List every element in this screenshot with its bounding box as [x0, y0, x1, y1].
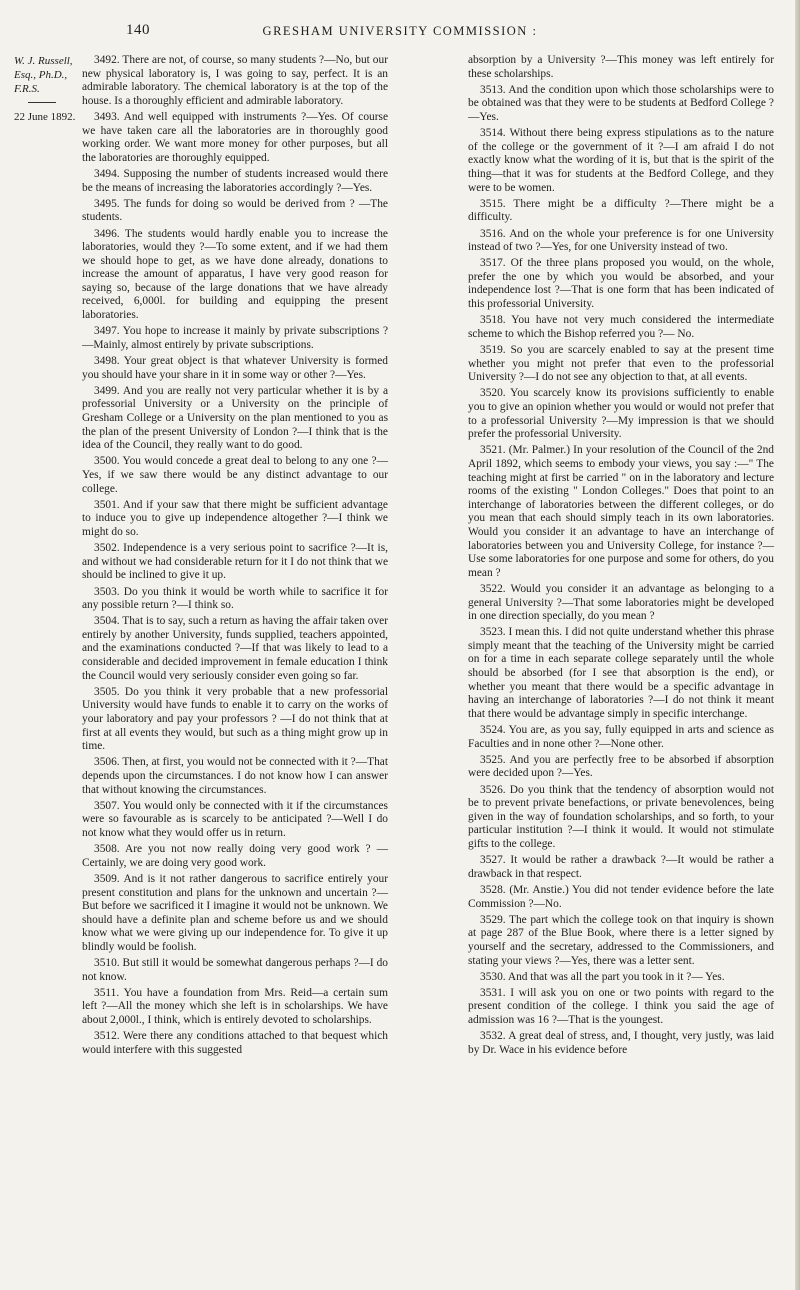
right-column	[468, 54, 774, 1060]
running-title: GRESHAM UNIVERSITY COMMISSION :	[262, 24, 538, 38]
testimony-paragraph: 3526. Do you think that the tendency of absorption would not be to prevent private benefactions, or private benevolences, being given in the way of foundation scholarships, and so forth, to your particular institution ?—I think it would. It would not stimulate gifts to the college.	[468, 783, 774, 850]
testimony-paragraph: 3504. That is to say, such a return as having the affair taken over entirely by another University, funds supplied, teachers appointed, and the examinations conducted ?—If that was likely to lead to a considerable and decided improvement in female education I think the Council would very seriously consider even going so far.	[82, 615, 388, 682]
testimony-paragraph: 3513. And the condition upon which those scholarships were to be obtained was that they were to be students at Bedford College ?—Yes.	[468, 83, 774, 123]
testimony-paragraph: 3508. Are you not now really doing very good work ? —Certainly, we are doing very good work.	[82, 843, 388, 869]
testimony-paragraph: 3518. You have not very much considered the intermediate scheme to which the Bishop referred you ?— No.	[468, 314, 774, 340]
testimony-paragraph: 3497. You hope to increase it mainly by private subscriptions ?—Mainly, almost entirely by private subscriptions.	[82, 325, 388, 351]
testimony-paragraph: 3521. (Mr. Palmer.) In your resolution of the Council of the 2nd April 1892, which seems to embody your views, you say :—" The teaching might at first be carried " on in the laboratory and lecture rooms of the existing " London Colleges." Does that point to an interchange of laboratories between the different colleges, or do you mean that each should simply teach in its own laboratories. Would you consider it an advantage to have an interchange of laboratories between you and University College, for instance ?—Use some laboratories for one purpose and some for others, do you mean ?	[468, 444, 774, 579]
testimony-paragraph: 3528. (Mr. Anstie.) You did not tender evidence before the late Commission ?—No.	[468, 883, 774, 910]
binding-edge	[795, 0, 800, 1290]
testimony-paragraph: absorption by a University ?—This money was left entirely for these scholarships.	[468, 54, 774, 80]
testimony-paragraph: 3499. And you are really not very particular whether it is by a professorial University or a University on the principle of Gresham College or a University on the plan mentioned to you as the plan of the present University of London ?—I think that is the idea of the Council, they really want to do good.	[82, 384, 388, 452]
testimony-paragraph: 3501. And if your saw that there might be sufficient advantage to induce you to give up independence altogether ?—I think we might do so.	[82, 498, 388, 538]
testimony-paragraph: 3532. A great deal of stress, and, I thought, very justly, was laid by Dr. Wace in his evidence before	[468, 1030, 774, 1056]
witness-name: W. J. Russell, Esq., Ph.D., F.R.S.	[14, 55, 73, 95]
testimony-paragraph: 3516. And on the whole your preference is for one University instead of two ?—Yes, for one University instead of two.	[468, 227, 774, 254]
testimony-paragraph: 3509. And is it not rather dangerous to sacrifice entirely your present constitution and plans for the unknown and uncertain ?—But before we sacrificed it I imagine it would not be unknown. We should have a definite plan and scheme before us and we should know what we were giving up our independence for. To give it up blindly would be foolish.	[82, 872, 388, 953]
testimony-paragraph: 3494. Supposing the number of students increased would there be the means of increasing the laboratories accordingly ?—Yes.	[82, 167, 388, 194]
testimony-paragraph: 3510. But still it would be somewhat dangerous perhaps ?—I do not know.	[82, 957, 388, 983]
testimony-paragraph: 3502. Independence is a very serious point to sacrifice ?—It is, and without we had considerable return for it I do not think that we should be inclined to give it up.	[82, 542, 388, 582]
testimony-paragraph: 3493. And well equipped with instruments ?—Yes. Of course we have taken care all the laboratories are in thoroughly good working order. We want more money for other purposes, but all the laboratories are thoroughly equipped.	[82, 110, 388, 164]
testimony-paragraph: 3524. You are, as you say, fully equipped in arts and science as Faculties and in none other ?—None other.	[468, 724, 774, 750]
testimony-paragraph: 3503. Do you think it would be worth while to sacrifice it for any possible return ?—I think so.	[82, 585, 388, 612]
testimony-paragraph: 3500. You would concede a great deal to belong to any one ?—Yes, if we saw there would be any distinct advantage to our college.	[82, 455, 388, 495]
testimony-paragraph: 3519. So you are scarcely enabled to say at the present time whether you might not prefer that even to the professorial University ?—I do not see any objection to that, at all events.	[468, 344, 774, 384]
testimony-paragraph: 3511. You have a foundation from Mrs. Reid—a certain sum left ?—All the money which she left is in scholarships. We have about 2,000l., I think, which is entirely devoted to scholarships.	[82, 986, 388, 1027]
testimony-paragraph: 3531. I will ask you on one or two points with regard to the present condition of the college. I think you said the age of admission was 16 ?—That is the youngest.	[468, 986, 774, 1027]
testimony-paragraph: 3505. Do you think it very probable that a new professorial University would have funds to enable it to carry on the works of your laboratory and pay your professors ? —I do not think that at first at all events they would, but such as a thing might grow up in time.	[82, 685, 388, 753]
testimony-paragraph: 3530. And that was all the part you took in it ?— Yes.	[480, 970, 725, 983]
page-header	[0, 22, 800, 44]
hearing-date: 22 June 1892.	[14, 111, 76, 123]
testimony-paragraph: 3517. Of the three plans proposed you would, on the whole, prefer the one by which you would be absorbed, and your independence lost ?—That is one form that has been indicated of this professorial University.	[468, 257, 774, 311]
testimony-paragraph: 3529. The part which the college took on that inquiry is shown at page 287 of the Blue Book, where there is a letter signed by yourself and the secretary, addressed to the Commissioners, and stating your views ?—Yes, there was a letter sent.	[468, 913, 774, 967]
testimony-paragraph: 3520. You scarcely know its provisions sufficiently to enable you to give an opinion whether you would or would not prefer that to a professorial University ?—My impression is that we should prefer the professorial University.	[468, 387, 774, 441]
testimony-paragraph: 3498. Your great object is that whatever University is formed you should have your share in it in some way or other ?—Yes.	[82, 355, 388, 381]
page-number: 140	[126, 22, 150, 38]
testimony-paragraph: 3495. The funds for doing so would be derived from ? —The students.	[82, 197, 388, 224]
testimony-paragraph: 3522. Would you consider it an advantage as belonging to a general University ?—That some laboratories might be developed in one direction specially, do you mean ?	[468, 582, 774, 623]
testimony-paragraph: 3523. I mean this. I did not quite understand whether this phrase simply meant that the teaching of the University might be carried on for a time in each separate college separately until the whole should be absorbed (for I see that absorption is the end), or whether you meant that there would be a specific advantage in having an interchange of laboratories ?—I do not think it meant that there would be advantage simply in specific interchange.	[468, 626, 774, 720]
testimony-paragraph: 3515. There might be a difficulty ?—There might be a difficulty.	[468, 197, 774, 224]
testimony-paragraph: 3527. It would be rather a drawback ?—It would be rather a drawback in that respect.	[468, 854, 774, 880]
testimony-paragraph: 3496. The students would hardly enable you to increase the laboratories, would they ?—To some extent, and if we had them we should hope to get, as we have done already, donations to increase the amount of apparatus, I have very good reason for saying so, because of the large donations that we have already received, 6,000l. for building and equipping the present laboratories.	[82, 227, 388, 322]
margin-note	[14, 54, 80, 124]
testimony-paragraph: 3507. You would only be connected with it if the circumstances were so favourable as is scarcely to be anticipated ?—Well I do not know what they would offer us in return.	[82, 799, 388, 839]
testimony-paragraph: 3512. Were there any conditions attached to that bequest which would interfere with this suggested	[82, 1030, 388, 1056]
testimony-paragraph: 3514. Without there being express stipulations as to the nature of the college or the government of it ?—I am afraid I do not exactly know what the wording of it is, but that is the spirit of the thing—that it was for students at the Bedford College, and they were to be women.	[468, 127, 774, 194]
margin-rule	[28, 102, 56, 103]
testimony-paragraph: 3492. There are not, of course, so many students ?—No, but our new physical laboratory is, I was going to say, perfect. It is an admirable laboratory. The chemical laboratory is at the top of the house. Is a thoroughly efficient and admirable laboratory.	[82, 54, 388, 107]
testimony-paragraph: 3525. And you are perfectly free to be absorbed if absorption were decided upon ?—Yes.	[468, 753, 774, 780]
left-column	[82, 54, 388, 1060]
testimony-paragraph: 3506. Then, at first, you would not be connected with it ?—That depends upon the circumstances. I do not know how I can answer that without knowing the circumstances.	[82, 756, 388, 796]
